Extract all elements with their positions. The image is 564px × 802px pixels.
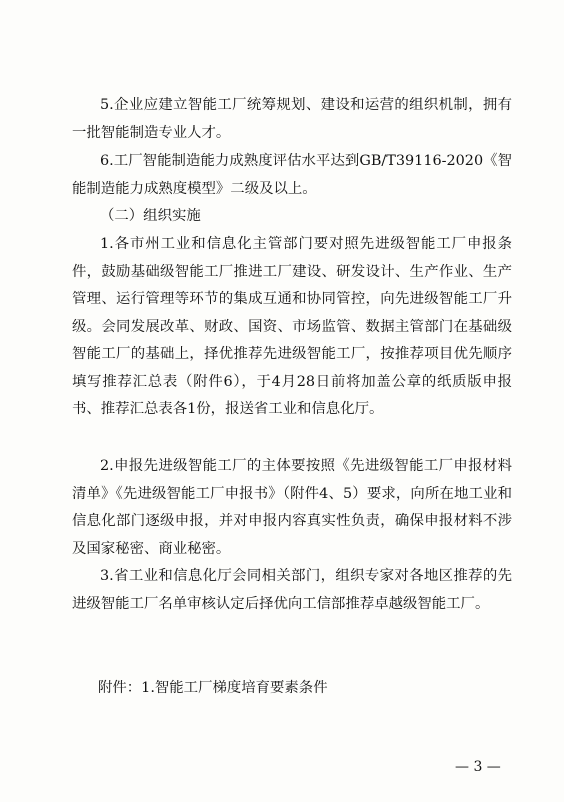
- page-number: — 3 —: [455, 759, 501, 775]
- paragraph-maturity-level: 6.工厂智能制造能力成熟度评估水平达到GB/T39116-2020《智能制造能力成熟度模型》二级及以上。: [72, 153, 512, 197]
- paragraph-org-mechanism: 5.企业应建立智能工厂统筹规划、建设和运营的组织机制，拥有一批智能制造专业人才。: [72, 97, 512, 141]
- paragraph-provincial-review: 3.省工业和信息化厅会同相关部门，组织专家对各地区推荐的先进级智能工厂名单审核认定后择优向工信部推荐卓越级智能工厂。: [72, 568, 512, 612]
- section-heading-implementation: （二）组织实施: [100, 208, 201, 224]
- attachment-line: 附件：1.智能工厂梯度培育要素条件: [98, 680, 328, 696]
- paragraph-application-subjects: 2.申报先进级智能工厂的主体要按照《先进级智能工厂申报材料清单》《先进级智能工厂申报书》（附件4、5）要求，向所在地工业和信息化部门逐级申报，并对申报内容真实性负责，确保申报材料不涉及国家秘密、商业秘密。: [72, 458, 512, 557]
- paragraph-city-departments: 1.各市州工业和信息化主管部门要对照先进级智能工厂申报条件，鼓励基础级智能工厂推进工厂建设、研发设计、生产作业、生产管理、运行管理等环节的集成互通和协同管控，向先进级智能工厂升级。会同发展改革、财政、国资、市场监管、数据主管部门在基础级智能工厂的基础上，择优推荐先进级智能工厂，按推荐项目优先顺序填写推荐汇总表（附件6），于4月28日前将加盖公章的纸质版申报书、推荐汇总表各1份，报送省工业和信息化厅。: [72, 236, 512, 417]
